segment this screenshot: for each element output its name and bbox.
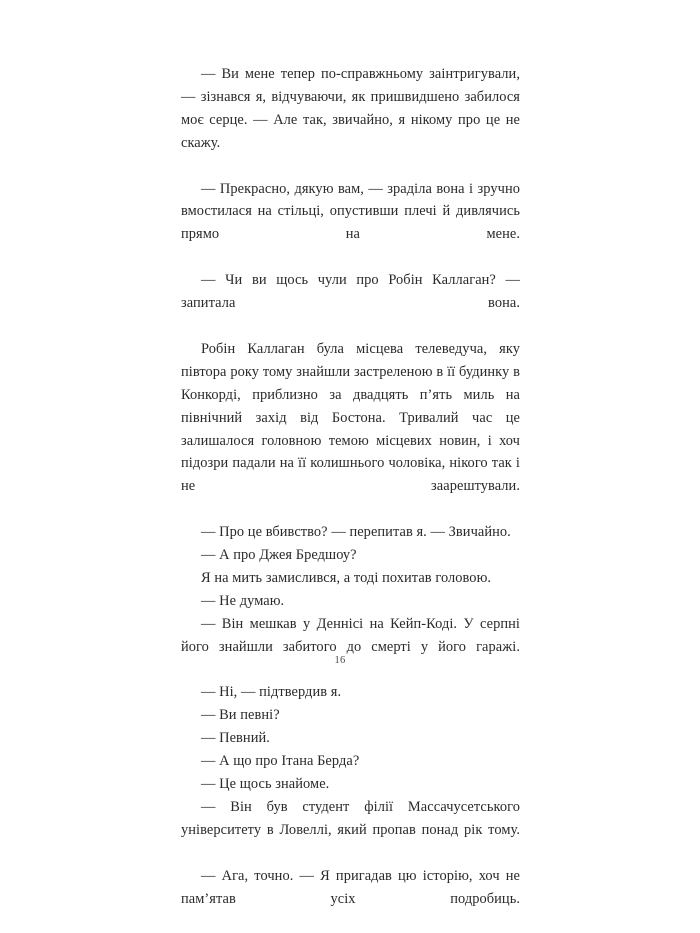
paragraph: — Прекрасно, дякую вам, — зраділа вона і зручно вмостилася на стільці, опустивши плечі й дивлячись прямо на мене.: [181, 180, 520, 243]
paragraph: — Ага, точно. — Я пригадав цю історію, хоч не пам’ятав усіх подробиць.: [181, 867, 520, 907]
paragraph: — Це щось знайоме.: [201, 776, 330, 793]
paragraph: — Він був студент філії Массачусетського університету в Ловеллі, який пропав понад рік тому.: [181, 799, 520, 838]
paragraph: — Ні, — підтвердив я.: [201, 684, 342, 701]
paragraph: — Чи ви щось чули про Робін Каллаган? — запитала вона.: [181, 272, 520, 312]
paragraph: — Не думаю.: [201, 592, 285, 609]
paragraph: — А що про Ітана Берда?: [201, 753, 360, 770]
paragraph: — Ви мене тепер по-справжньому заінтригували, — зізнався я, відчуваючи, як пришвидшено забилося моє серце. — Але так, звичайно, я нікому про це не скажу.: [181, 66, 520, 151]
paragraph: — Про це вбивство? — перепитав я. — Звичайно.: [201, 524, 511, 541]
page-text-column: [181, 63, 520, 933]
paragraph: Я на мить замислився, а тоді похитав головою.: [201, 569, 492, 586]
page-number: 16: [334, 655, 346, 666]
paragraph: — Ви певні?: [201, 707, 280, 724]
paragraph: — А про Джея Бредшоу?: [201, 547, 357, 564]
paragraph: — Певний.: [201, 730, 270, 747]
paragraph: Робін Каллаган була місцева телеведуча, яку півтора року тому знайшли застреленою в її будинку в Конкорді, приблизно за двадцять п’ять миль на північний захід від Бостона. Тривалий час це залишалося головною темою місцевих новин, і хоч підозри падали на її колишнього чоловіка, нікого так і не заарештували.: [181, 340, 520, 495]
paragraph: — Він мешкав у Деннісі на Кейп-Коді. У серпні його знайшли забитого до смерті у його гаражі.: [181, 615, 520, 655]
